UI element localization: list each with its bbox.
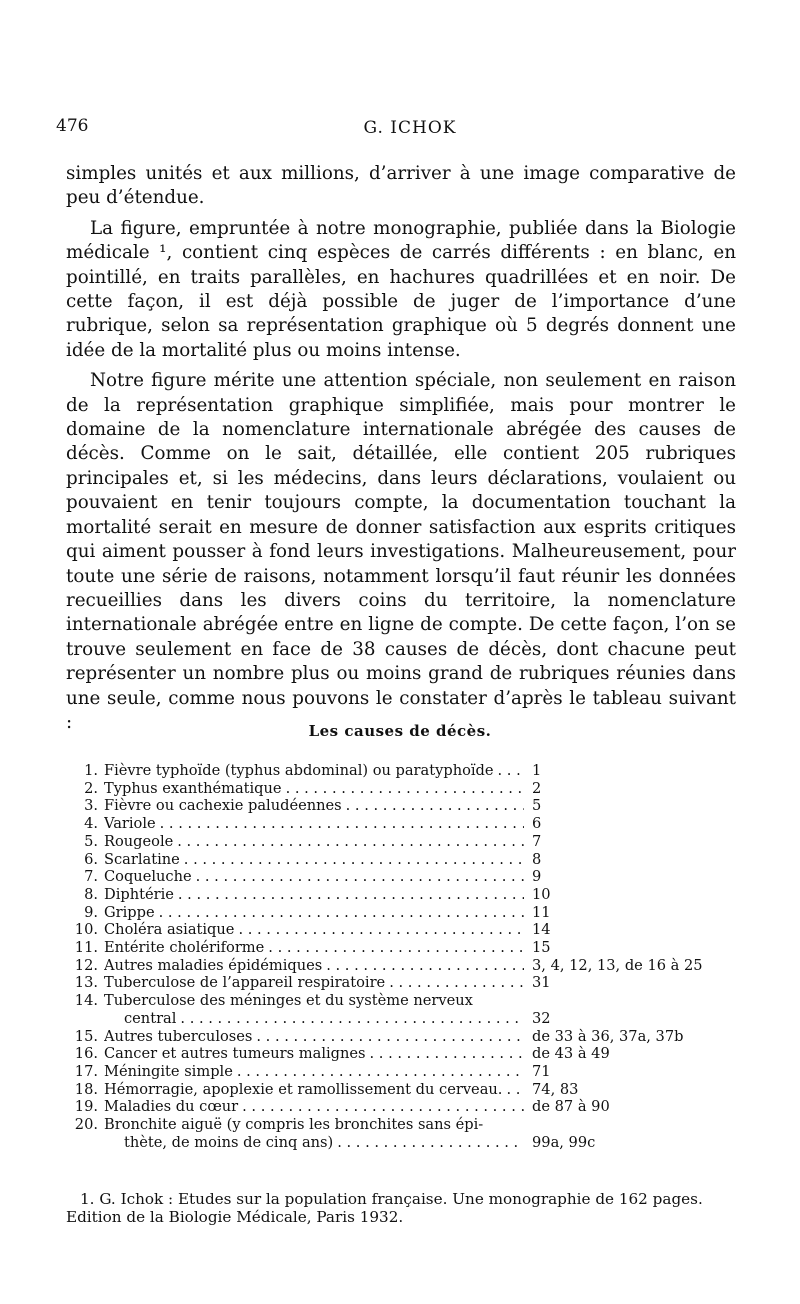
row-refs: 2	[532, 779, 542, 797]
table-row	[66, 1116, 746, 1151]
row-label-wrap	[104, 921, 524, 939]
row-label-wrap	[104, 815, 524, 833]
paragraph: simples unités et aux millions, d’arriver à une image comparative de peu d’étendue.	[66, 163, 736, 209]
leader-dots	[385, 974, 524, 992]
row-label-wrap	[104, 1063, 524, 1081]
table-row	[66, 974, 746, 992]
leader-dots	[342, 797, 524, 815]
row-label: Fièvre ou cachexie paludéennes	[104, 797, 342, 815]
row-label: Choléra asiatique	[104, 921, 235, 939]
row-label-continuation-wrap	[104, 1010, 524, 1028]
row-number: 10.	[74, 921, 98, 939]
leader-dots	[322, 957, 524, 975]
row-refs: 6	[532, 815, 542, 833]
row-label: Fièvre typhoïde (typhus abdominal) ou paratyphoïde	[104, 762, 494, 779]
row-number: 20.	[74, 1116, 98, 1134]
table-row	[66, 939, 746, 957]
row-number: 18.	[74, 1080, 98, 1098]
row-number: 12.	[74, 956, 98, 974]
table-row	[66, 1045, 746, 1063]
row-label-wrap	[104, 992, 524, 1027]
row-number: 17.	[74, 1062, 98, 1080]
footnote-line-1: 1. G. Ichok : Etudes sur la population française. Une monographie de 162 pages.	[80, 1190, 703, 1208]
row-label: Bronchite aiguë (y compris les bronchites sans épi-	[104, 1116, 484, 1134]
row-number: 3.	[84, 797, 98, 815]
table-row	[66, 851, 746, 869]
row-label-wrap	[104, 1045, 524, 1063]
row-number: 19.	[74, 1098, 98, 1116]
row-label-wrap	[104, 833, 524, 851]
table-row	[66, 904, 746, 922]
table-row	[66, 815, 746, 833]
leader-dots	[252, 1028, 524, 1046]
row-refs: de 43 à 49	[532, 1045, 610, 1063]
table-row	[66, 1063, 746, 1081]
row-label-wrap	[104, 1116, 524, 1151]
row-label-wrap	[104, 1081, 524, 1099]
row-label: Autres maladies épidémiques	[104, 956, 323, 974]
row-refs: 99a, 99c	[532, 1133, 596, 1151]
leader-dots	[174, 886, 524, 904]
table-title: Les causes de décès.	[308, 722, 492, 740]
table-row	[66, 1098, 746, 1116]
row-label: Coqueluche	[104, 868, 192, 886]
row-number: 2.	[84, 779, 98, 797]
leader-dots	[233, 1063, 524, 1081]
leader-dots	[494, 762, 524, 780]
row-label: Typhus exanthématique	[104, 779, 282, 797]
paragraph: La figure, empruntée à notre monographie, publiée dans la Biologie médicale ¹, contient cinq espèces de carrés différents : en blanc, en pointillé, en traits parallèles, en hachures quadrillées et en noir. De cette façon, il est déjà possible de juger de l’importance d’une rubrique, selon sa représentation graphique où 5 degrés donnent une idée de la mortalité plus ou moins intense.	[66, 217, 736, 361]
row-label: Tuberculose de l’appareil respiratoire	[104, 974, 386, 992]
row-number: 9.	[84, 903, 98, 921]
leader-dots	[176, 1010, 524, 1028]
row-label-wrap	[104, 904, 524, 922]
row-number: 6.	[84, 850, 98, 868]
row-label-wrap	[104, 762, 524, 780]
row-refs: 14	[532, 921, 551, 939]
table-row	[66, 868, 746, 886]
table-row	[66, 992, 746, 1027]
leader-dots	[180, 851, 524, 869]
leader-dots	[366, 1045, 524, 1063]
table-row	[66, 762, 746, 780]
leader-dots	[238, 1098, 524, 1116]
row-number: 4.	[84, 815, 98, 833]
row-number: 11.	[74, 939, 98, 957]
leader-dots	[333, 1134, 524, 1152]
row-label-wrap	[104, 886, 524, 904]
table-row	[66, 797, 746, 815]
row-refs: 15	[532, 939, 551, 957]
row-label-wrap	[104, 1098, 524, 1116]
paragraph: Notre figure mérite une attention spéciale, non seulement en raison de la représentation graphique simplifiée, mais pour montrer le domaine de la nomenclature internationale abrégée des causes de décès. Comme on le sait, détaillée, elle contient 205 rubriques principales et, si les médecins, dans leurs déclarations, voulaient ou pouvaient en tenir toujours compte, la documentation touchant la mortalité serait en mesure de donner satisfaction aux esprits critiques qui aiment pousser à fond leurs investigations. Malheureusement, pour toute une série de raisons, notamment lorsqu’il faut réunir les données recueillies dans les divers coins du territoire, la nomenclature internationale abrégée entre en ligne de compte. De cette façon, l’on se trouve seulement en face de 38 causes de décès, dont chacune peut représenter un nombre plus ou moins grand de rubriques réunies dans une seule, comme nous pouvons le constater d’après le tableau suivant :	[66, 370, 736, 733]
row-refs: 8	[532, 850, 542, 868]
table-row	[66, 921, 746, 939]
row-label: Cancer et autres tumeurs malignes	[104, 1045, 366, 1063]
table-row	[66, 780, 746, 798]
row-refs: 31	[532, 974, 551, 992]
row-refs: de 87 à 90	[532, 1098, 610, 1116]
table-row	[66, 886, 746, 904]
row-label-wrap	[104, 957, 524, 975]
row-label-wrap	[104, 797, 524, 815]
leader-dots	[192, 868, 524, 886]
row-refs: 7	[532, 832, 542, 850]
leader-dots	[264, 939, 524, 957]
row-label: Diphtérie	[104, 885, 174, 903]
row-label-wrap	[104, 851, 524, 869]
row-refs: 5	[532, 797, 542, 815]
row-label-continuation-wrap	[104, 1134, 524, 1152]
row-refs: 10	[532, 885, 551, 903]
leader-dots	[282, 780, 524, 798]
row-number: 14.	[74, 992, 98, 1010]
table-row	[66, 1081, 746, 1099]
leader-dots	[155, 904, 524, 922]
row-label-continuation: thète, de moins de cinq ans)	[124, 1133, 334, 1151]
row-refs: 71	[532, 1062, 551, 1080]
footnote	[66, 1190, 746, 1226]
row-label-wrap	[104, 974, 524, 992]
row-label: Tuberculose des méninges et du système nerveux	[104, 992, 473, 1010]
row-label: Méningite simple	[104, 1062, 233, 1080]
page-number: 476	[56, 116, 89, 136]
row-number: 8.	[84, 885, 98, 903]
row-label: Grippe	[104, 903, 155, 921]
row-label: Scarlatine	[104, 850, 180, 868]
footnote-line-2: Edition de la Biologie Médicale, Paris 1932.	[66, 1208, 404, 1226]
row-label: Rougeole	[104, 832, 174, 850]
row-label-wrap	[104, 939, 524, 957]
leader-dots	[156, 815, 524, 833]
table-row	[66, 957, 746, 975]
table-row	[66, 1028, 746, 1046]
row-label: Autres tuberculoses	[104, 1027, 253, 1045]
leader-dots	[502, 1081, 524, 1099]
row-refs: 3, 4, 12, 13, de 16 à 25	[532, 956, 703, 974]
causes-table	[66, 762, 746, 1151]
body-text	[66, 162, 736, 741]
row-refs: 11	[532, 903, 551, 921]
leader-dots	[234, 921, 524, 939]
running-head: G. ICHOK	[363, 118, 457, 138]
row-label: Hémorragie, apoplexie et ramollissement du cerveau.	[104, 1080, 503, 1098]
row-label: Entérite cholériforme	[104, 939, 265, 957]
row-label: Variole	[104, 815, 156, 833]
row-label: Maladies du cœur	[104, 1098, 239, 1116]
leader-dots	[173, 833, 524, 851]
row-label-wrap	[104, 780, 524, 798]
row-label-wrap	[104, 868, 524, 886]
row-number: 5.	[84, 832, 98, 850]
row-refs: 74, 83	[532, 1080, 579, 1098]
row-number: 16.	[74, 1045, 98, 1063]
row-number: 13.	[74, 974, 98, 992]
row-label-wrap	[104, 1028, 524, 1046]
row-refs: 9	[532, 868, 542, 886]
row-refs: 1	[532, 762, 542, 779]
table-row	[66, 833, 746, 851]
row-label-continuation: central	[124, 1009, 177, 1027]
row-number: 7.	[84, 868, 98, 886]
row-number: 15.	[74, 1027, 98, 1045]
row-number: 1.	[84, 762, 98, 779]
row-refs: de 33 à 36, 37a, 37b	[532, 1027, 684, 1045]
row-refs: 32	[532, 1009, 551, 1027]
